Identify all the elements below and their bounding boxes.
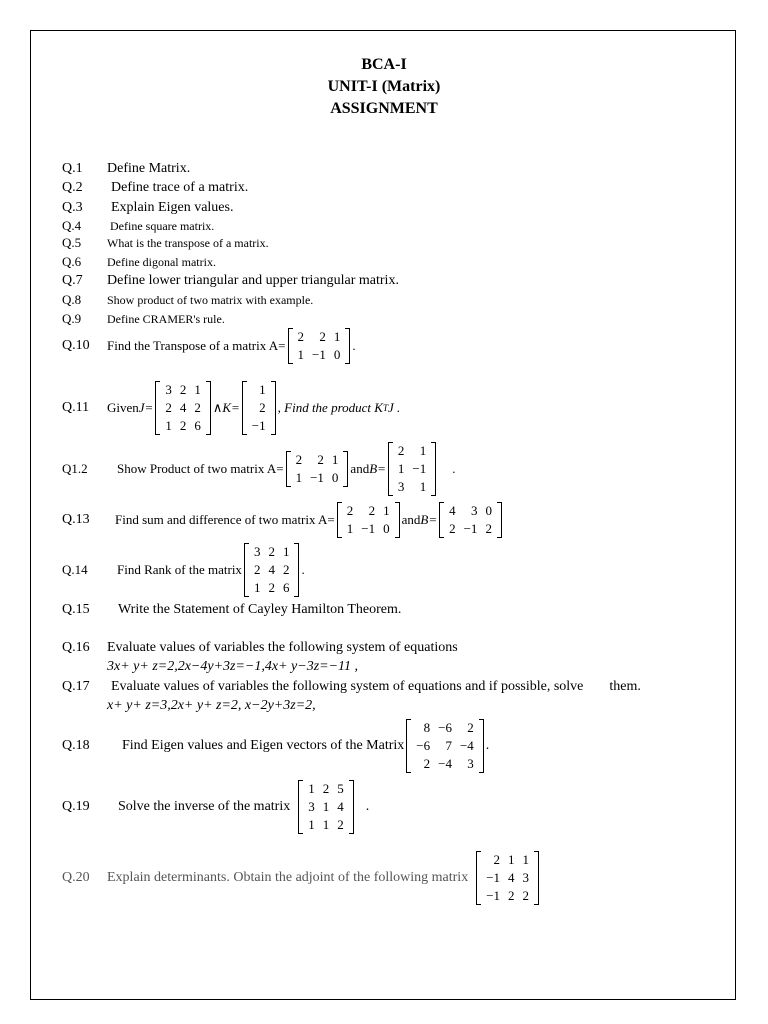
- question-13: Q.13 Find sum and difference of two matrix A= 2 2 1 1 −1 0 and B= 4 3 0 2 −1 2: [62, 502, 504, 538]
- matrix-cell: 2: [295, 452, 303, 467]
- matrix-cell: 2: [423, 756, 431, 771]
- matrix-cell: 3: [522, 870, 530, 885]
- matrix-cell: −1: [310, 470, 324, 485]
- assignment-title: ASSIGNMENT: [330, 100, 438, 117]
- matrix-cell: 1: [383, 503, 390, 518]
- equation-q16: 3x+ y+ z=2,2x−4y+3z=−1,4x+ y−3z=−11 ,: [107, 659, 359, 674]
- matrix-cell: 5: [337, 781, 344, 796]
- matrix-q18: [406, 719, 484, 773]
- matrix-cell: 1: [295, 470, 303, 485]
- matrix-cell: 2: [467, 720, 474, 735]
- matrix-cell: 0: [331, 470, 339, 485]
- matrix-q13-b: [439, 502, 502, 538]
- question-19: Q.19 Solve the inverse of the matrix 1 2 5 3 1 4 1 1 2 .: [62, 781, 370, 832]
- matrix-cell: 1: [333, 329, 341, 344]
- matrix-q12-a: [286, 451, 349, 487]
- matrix-q19: [298, 780, 354, 834]
- question-8: Q.8 Show product of two matrix with example.: [62, 292, 314, 307]
- matrix-cell: 2: [322, 781, 330, 796]
- matrix-cell: 3: [308, 799, 315, 814]
- matrix-q13-a: [337, 502, 400, 538]
- matrix-cell: −1: [486, 870, 501, 885]
- matrix-cell: 2: [493, 852, 501, 867]
- matrix-cell: −1: [251, 418, 266, 433]
- question-10: Q.10 Find the Transpose of a matrix A= 2 2 1 1 −1 0 .: [62, 329, 356, 362]
- matrix-cell: 2: [253, 562, 261, 577]
- matrix-q14: [244, 543, 300, 597]
- matrix-q11-k: [242, 381, 276, 435]
- matrix-q20: [476, 851, 539, 905]
- matrix-cell: 2: [268, 544, 275, 559]
- matrix-cell: −1: [463, 521, 478, 536]
- matrix-cell: −1: [486, 888, 501, 903]
- matrix-q11-j: [155, 381, 211, 435]
- matrix-cell: 1: [308, 817, 315, 832]
- matrix-cell: 2: [259, 400, 266, 415]
- question-17: Q.17 Evaluate values of variables the following system of equations and if possible, solve them.: [62, 679, 641, 694]
- matrix-cell: 2: [508, 888, 515, 903]
- matrix-cell: 1: [508, 852, 515, 867]
- matrix-cell: 3: [470, 503, 478, 518]
- matrix-cell: 1: [322, 799, 330, 814]
- matrix-cell: 8: [423, 720, 431, 735]
- matrix-cell: 6: [194, 418, 201, 433]
- matrix-cell: 2: [179, 418, 187, 433]
- question-5: Q.5 What is the transpose of a matrix.: [62, 235, 269, 250]
- matrix-cell: 2: [317, 452, 324, 467]
- matrix-cell: 2: [179, 382, 187, 397]
- matrix-cell: 4: [449, 503, 456, 518]
- matrix-cell: 1: [297, 347, 304, 362]
- question-20: Q.20 Explain determinants. Obtain the adjoint of the following matrix 2 1 1 −1 4 3 −1 2 2: [62, 851, 541, 905]
- matrix-cell: 2: [522, 888, 530, 903]
- matrix-cell: −6: [416, 738, 431, 753]
- matrix-cell: 2: [337, 817, 344, 832]
- matrix-cell: 0: [383, 521, 390, 536]
- matrix-cell: 1: [282, 544, 290, 559]
- question-15: Q.15 Write the Statement of Cayley Hamilton Theorem.: [62, 602, 402, 617]
- question-14: Q.14 Find Rank of the matrix 3 2 1 2 4 2 1 2 6 .: [62, 544, 305, 595]
- matrix-cell: 7: [445, 738, 452, 753]
- unit-title: UNIT-I (Matrix): [327, 78, 441, 95]
- matrix-cell: 0: [485, 503, 492, 518]
- matrix-cell: 3: [397, 479, 405, 494]
- matrix-cell: −6: [438, 720, 452, 735]
- matrix-cell: 2: [368, 503, 376, 518]
- matrix-cell: 1: [253, 580, 261, 595]
- matrix-cell: 3: [165, 382, 172, 397]
- equation-q17: x+ y+ z=3,2x+ y+ z=2, x−2y+3z=2,: [107, 698, 316, 713]
- matrix-q10-a: [288, 328, 351, 364]
- matrix-cell: 1: [194, 382, 201, 397]
- matrix-cell: 1: [346, 521, 354, 536]
- question-12: Q1.2 Show Product of two matrix A= 2 2 1 1 −1 0 and B= 2 1 1 −1 3 1 .: [62, 443, 456, 494]
- matrix-cell: 4: [179, 400, 187, 415]
- question-9: Q.9 Define CRAMER's rule.: [62, 311, 225, 326]
- matrix-cell: 1: [331, 452, 339, 467]
- matrix-cell: 2: [397, 443, 405, 458]
- matrix-cell: −1: [312, 347, 326, 362]
- matrix-cell: 1: [419, 479, 427, 494]
- matrix-cell: 4: [268, 562, 275, 577]
- matrix-cell: 2: [165, 400, 172, 415]
- matrix-cell: 1: [522, 852, 530, 867]
- matrix-cell: −1: [412, 461, 427, 476]
- question-7: Q.7 Define lower triangular and upper triangular matrix.: [62, 273, 399, 288]
- question-3: Q.3 Explain Eigen values.: [62, 200, 234, 215]
- matrix-cell: 1: [397, 461, 405, 476]
- matrix-cell: 1: [419, 443, 427, 458]
- matrix-cell: 2: [449, 521, 456, 536]
- question-4: Q.4 Define square matrix.: [62, 218, 215, 233]
- question-1: Q.1 Define Matrix.: [62, 161, 191, 176]
- matrix-cell: 0: [333, 347, 341, 362]
- matrix-cell: 3: [467, 756, 474, 771]
- matrix-cell: 2: [194, 400, 201, 415]
- question-16: Q.16 Evaluate values of variables the following system of equations: [62, 640, 458, 655]
- matrix-cell: 4: [508, 870, 515, 885]
- matrix-cell: 1: [308, 781, 315, 796]
- matrix-cell: −4: [438, 756, 452, 771]
- matrix-cell: 2: [485, 521, 492, 536]
- question-18: Q.18 Find Eigen values and Eigen vectors of the Matrix 8 −6 2 −6 7 −4 2 −4 3 .: [62, 720, 490, 771]
- question-11: Q.11 Given J= 3 2 1 2 4 2 1 2 6 ∧ K= 1 2 −1 , Find the product K T J .: [62, 382, 401, 433]
- matrix-cell: 3: [253, 544, 261, 559]
- matrix-cell: 2: [346, 503, 354, 518]
- matrix-cell: 4: [337, 799, 344, 814]
- matrix-cell: 1: [259, 382, 266, 397]
- question-2: Q.2 Define trace of a matrix.: [62, 180, 249, 195]
- matrix-cell: −4: [459, 738, 474, 753]
- matrix-cell: 2: [268, 580, 275, 595]
- matrix-cell: 1: [322, 817, 330, 832]
- matrix-cell: 1: [165, 418, 172, 433]
- matrix-q12-b: [388, 442, 436, 496]
- matrix-cell: 2: [297, 329, 304, 344]
- matrix-cell: −1: [361, 521, 376, 536]
- matrix-cell: 6: [282, 580, 290, 595]
- question-6: Q.6 Define digonal matrix.: [62, 254, 216, 269]
- matrix-cell: 2: [282, 562, 290, 577]
- matrix-cell: 2: [319, 329, 326, 344]
- course-title: BCA-I: [361, 56, 407, 73]
